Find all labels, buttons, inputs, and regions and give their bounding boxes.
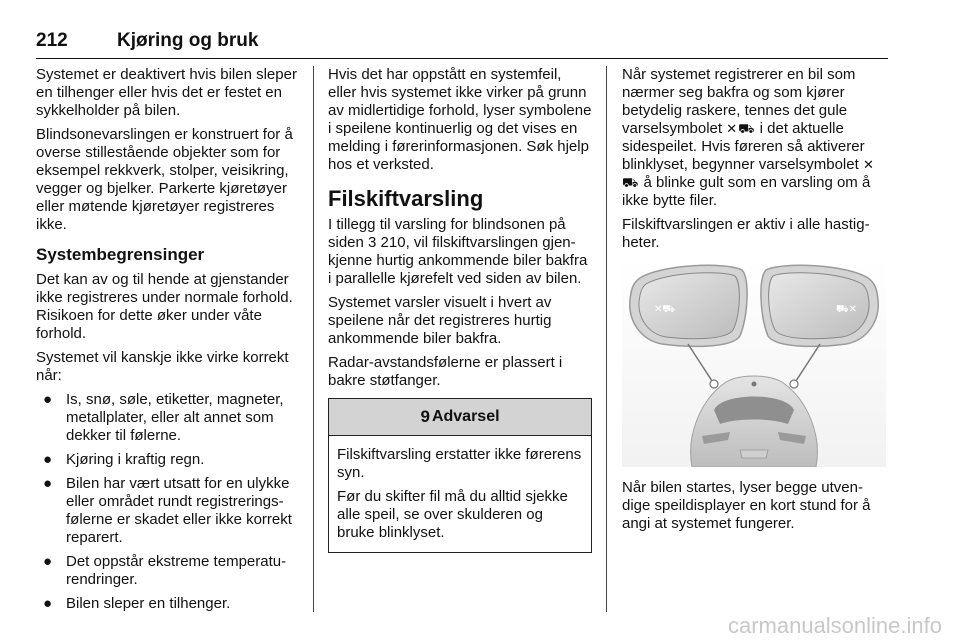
bullet-icon: ●: [43, 451, 53, 468]
page-title: Kjøring og bruk: [117, 30, 259, 51]
list-item: [36, 595, 298, 613]
list-item: [36, 553, 298, 589]
text-run: Når systemet registrerer en bil som nærmer seg bakfra og som kjører betydelig raskere, tennes det gule varselsymbolet: [622, 66, 856, 137]
column-divider-2: [606, 66, 607, 612]
column-2: [328, 66, 592, 553]
warning-icon: 9: [420, 407, 430, 426]
column-1: [36, 66, 298, 619]
list-item: [36, 475, 298, 547]
paragraph: Når bilen startes, lyser begge utvendige speildisplayer en kort stund for å angi at systemet fungerer.: [622, 479, 871, 532]
paragraph: Systemet vil kanskje ikke virke korrekt når:: [36, 349, 289, 384]
text-run: i det aktuelle sidespeilet. Hvis føreren så aktiverer blinklyset, begynner varselsymbolet: [622, 120, 865, 173]
paragraph: Filskiftvarsling erstatter ikke førerens syn.: [337, 446, 582, 481]
svg-text:✕⛟: ✕⛟: [654, 304, 675, 315]
list-item-text: Det oppstår ekstreme temperaturendringer.: [66, 553, 287, 588]
paragraph: Systemet er deaktivert hvis bilen sleper en tilhenger eller hvis det er festet en sykkelholder på bilen.: [36, 66, 297, 119]
list-item-text: Is, snø, søle, etiketter, magneter, metallplater, eller alt annet som dekker til følerne.: [66, 391, 284, 444]
warning-box: [328, 398, 592, 553]
lane-change-warning-icon: ✕⛟: [726, 121, 756, 136]
bullet-list: [36, 391, 298, 613]
lane-change-warning-icon: ✕⛟: [622, 157, 875, 190]
page-number: 212: [36, 30, 68, 51]
warning-header: [329, 399, 591, 436]
paragraph: I tillegg til varsling for blindsonen på siden 3 210, vil filskiftvarslingen gjenkjenne hurtig ankommende biler bakfra i parallelle kjørefelt ved siden av bilen.: [328, 216, 588, 287]
warning-title: Advarsel: [431, 408, 500, 425]
watermark: carmanualsonline.info: [727, 613, 942, 638]
paragraph: Filskiftvarslingen er aktiv i alle hastigheter.: [622, 216, 870, 251]
mirror-illustration: [622, 260, 886, 467]
paragraph: [622, 66, 886, 210]
list-item-text: Bilen har vært utsatt for en ulykke eller området rundt registreringsfølerne er skadet eller ikke korrekt reparert.: [66, 475, 292, 546]
bullet-icon: ●: [43, 595, 53, 612]
left-mirror: [630, 265, 747, 346]
paragraph: Blindsonevarslingen er konstruert for å overse stillestående objekter som for eksempel rekkverk, stolper, veisikring, vegger og bjelker. Parkerte kjøretøyer eller møtende kjøretøyer registreres ikke.: [36, 126, 293, 233]
paragraph: Før du skifter fil må du alltid sjekke alle speil, se over skulderen og bruke blinklyset.: [337, 488, 568, 541]
paragraph: Radar-avstandsfølerne er plassert i bakre støtfanger.: [328, 354, 563, 389]
text-run: å blinke gult som en varsling om å ikke bytte filer.: [622, 174, 871, 209]
right-mirror: [761, 265, 878, 346]
bullet-icon: ●: [43, 391, 53, 408]
list-item-text: Kjøring i kraftig regn.: [66, 451, 205, 468]
column-divider-1: [313, 66, 314, 612]
section-heading: Filskiftvarsling: [328, 186, 484, 211]
svg-text:⛟✕: ⛟✕: [836, 304, 857, 315]
section-heading: Systembegrensinger: [36, 245, 205, 264]
page-header: [36, 28, 888, 59]
list-item: [36, 451, 298, 469]
bullet-icon: ●: [43, 475, 53, 492]
column-3: [622, 66, 886, 539]
bullet-icon: ●: [43, 553, 53, 570]
list-item-text: Bilen sleper en tilhenger.: [66, 595, 231, 612]
paragraph: Hvis det har oppstått en systemfeil, eller hvis systemet ikke virker på grunn av midlertidige forhold, lyser symbolene i speilene kontinuerlig og det vises en melding i førerinformasjonen. Søk hjelp hos et verksted.: [328, 66, 592, 173]
list-item: [36, 391, 298, 445]
paragraph: Det kan av og til hende at gjenstander ikke registreres under normale forhold. Risikoen for dette øker under våte forhold.: [36, 271, 293, 342]
paragraph: Systemet varsler visuelt i hvert av speilene når det registreres hurtig ankommende biler bakfra.: [328, 294, 552, 347]
warning-body: [329, 436, 591, 552]
